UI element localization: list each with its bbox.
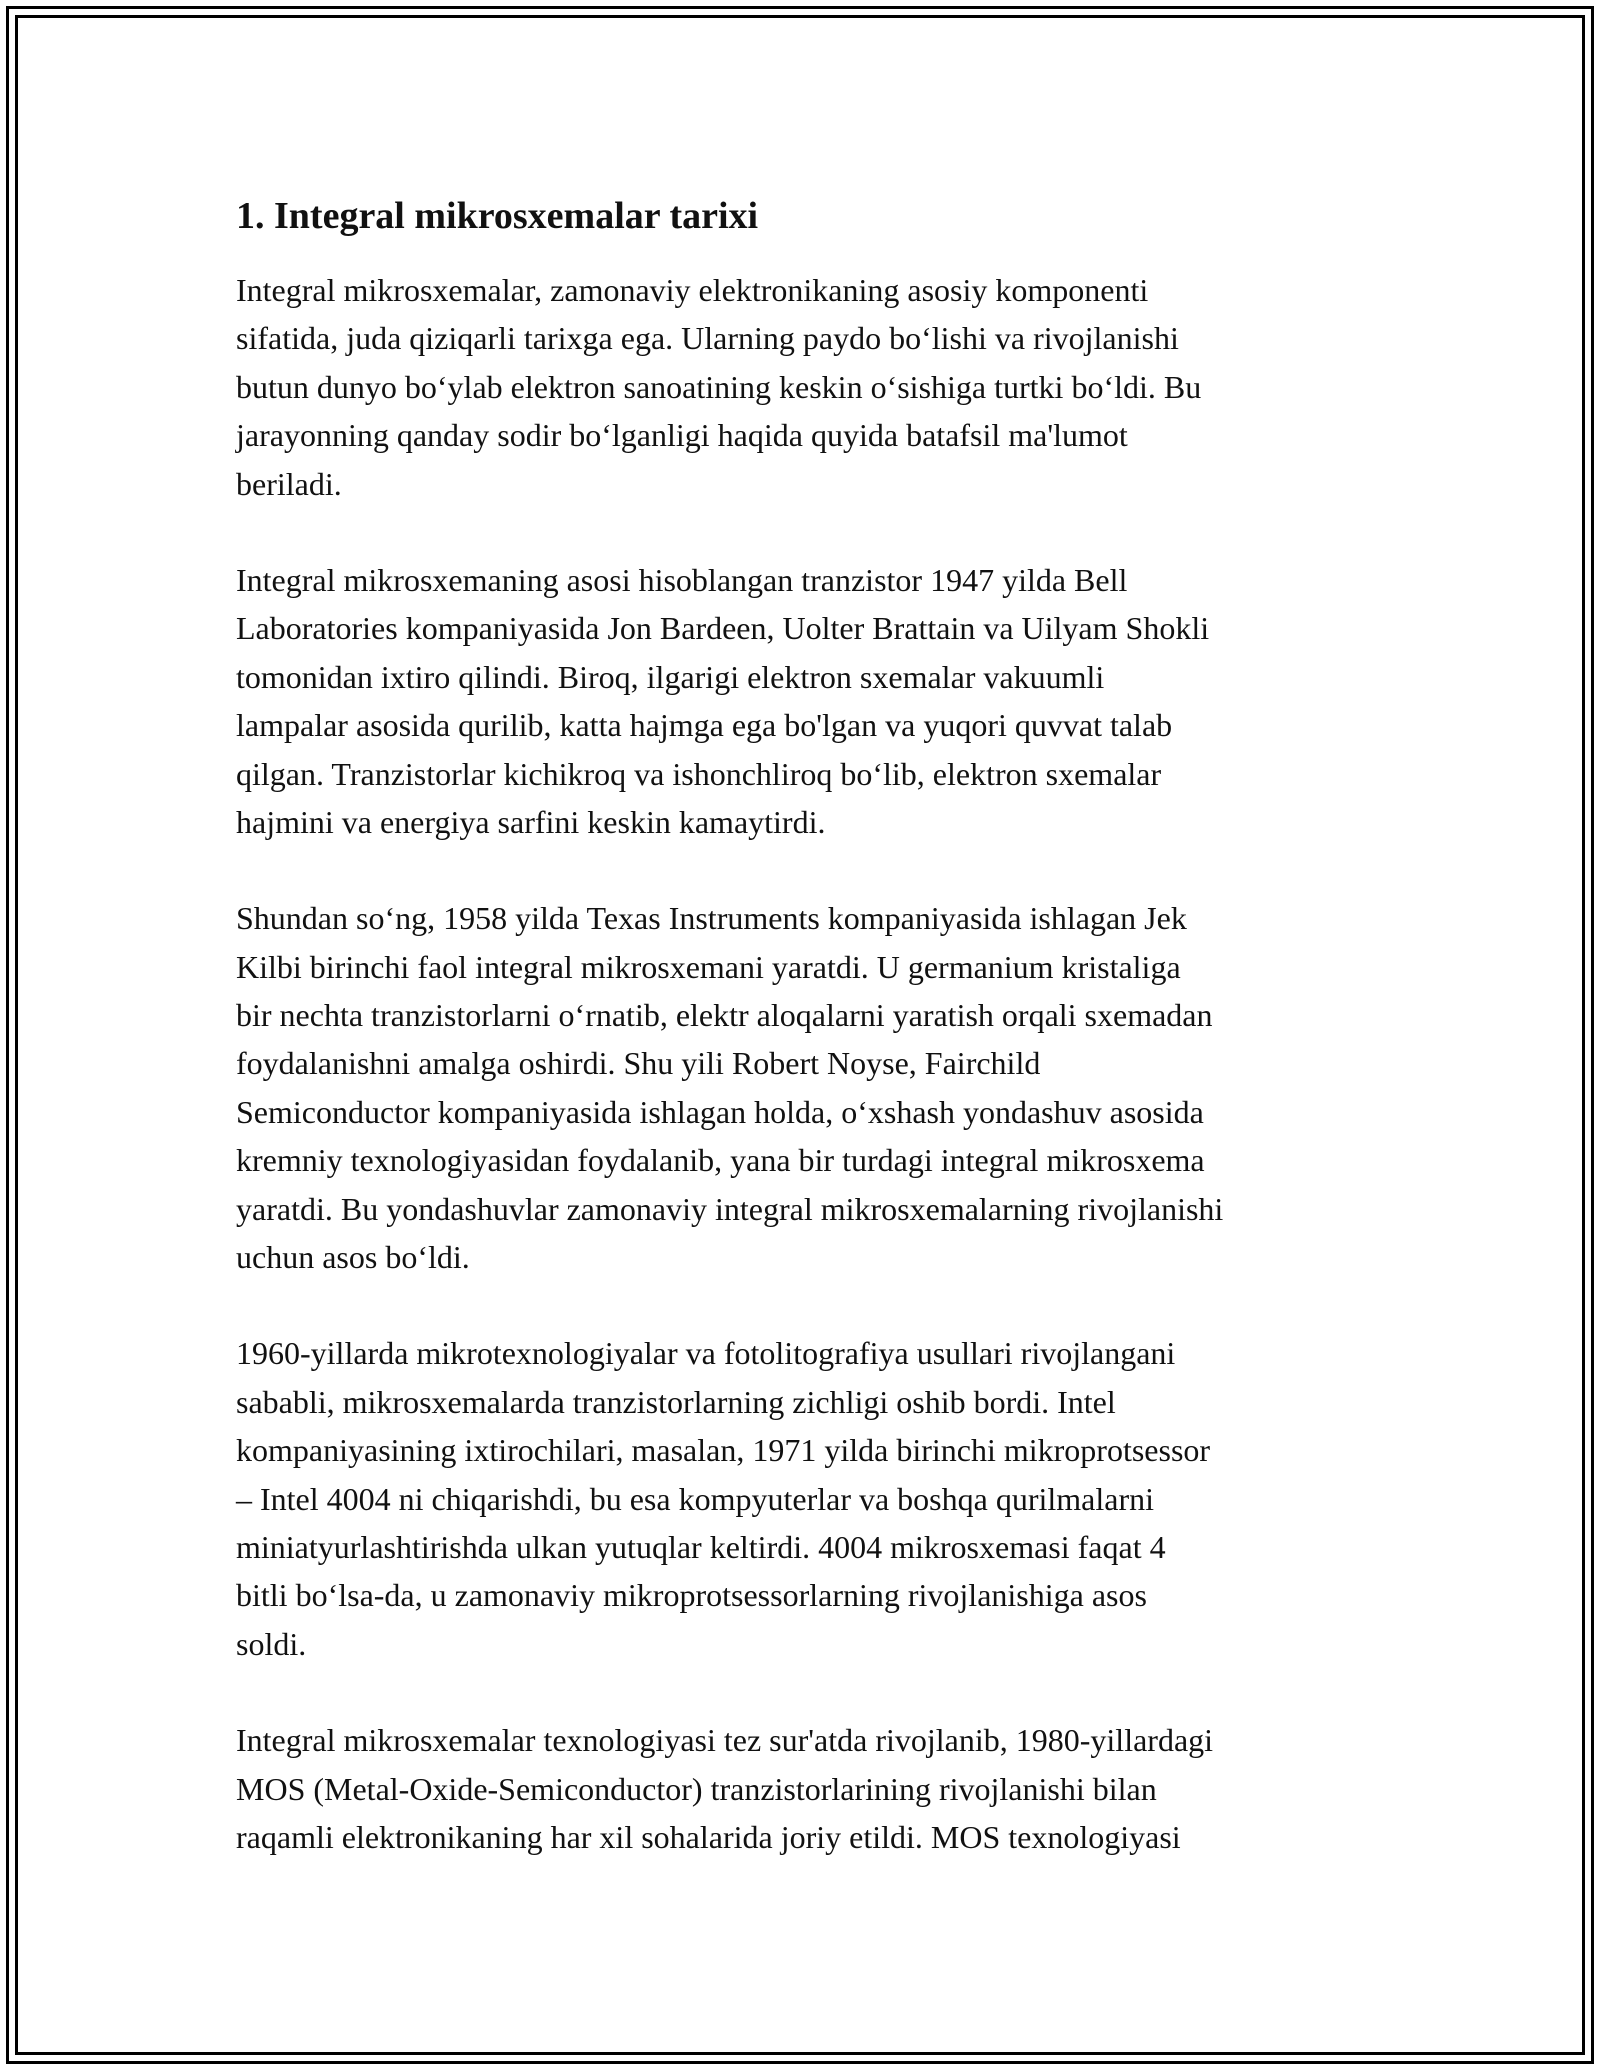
text-line: miniatyurlashtirishda ulkan yutuqlar keltirdi. 4004 mikrosxemasi faqat 4 — [236, 1528, 1166, 1565]
text-line: jarayonning qanday sodir boʻlganligi haqida quyida batafsil ma'lumot — [236, 417, 1128, 454]
text-line: – Intel 4004 ni chiqarishdi, bu esa kompyuterlar va boshqa qurilmalarni — [236, 1480, 1154, 1517]
section-heading: 1. Integral mikrosxemalar tarixi — [236, 195, 759, 237]
text-line: Kilbi birinchi faol integral mikrosxemani yaratdi. U germanium kristaliga — [236, 948, 1181, 985]
text-line: Laboratories kompaniyasida Jon Bardeen, Uolter Brattain va Uilyam Shokli — [236, 610, 1210, 647]
text-line: yaratdi. Bu yondashuvlar zamonaviy integral mikrosxemalarning rivojlanishi — [236, 1190, 1224, 1227]
text-line: sifatida, juda qiziqarli tarixga ega. Ularning paydo boʻlishi va rivojlanishi — [236, 320, 1179, 357]
text-line: kremniy texnologiyasidan foydalanib, yana bir turdagi integral mikrosxema — [236, 1142, 1205, 1179]
text-line: butun dunyo boʻylab elektron sanoatining keskin oʻsishiga turtki boʻldi. Bu — [236, 368, 1202, 405]
text-line: qilgan. Tranzistorlar kichikroq va ishonchliroq boʻlib, elektron sxemalar — [236, 755, 1162, 792]
text-line: kompaniyasining ixtirochilari, masalan, 1971 yilda birinchi mikroprotsessor — [236, 1432, 1211, 1469]
text-line: bir nechta tranzistorlarni oʻrnatib, elektr aloqalarni yaratish orqali sxemadan — [236, 997, 1213, 1034]
text-line: beriladi. — [236, 465, 342, 502]
text-line: MOS (Metal-Oxide-Semiconductor) tranzistorlarining rivojlanishi bilan — [236, 1770, 1157, 1807]
paragraph-3 — [236, 894, 1376, 1281]
text-line: Integral mikrosxemalar, zamonaviy elektronikaning asosiy komponenti — [236, 272, 1149, 308]
text-line: tomonidan ixtiro qilindi. Biroq, ilgarigi elektron sxemalar vakuumli — [236, 658, 1105, 695]
paragraph-1 — [236, 266, 1376, 508]
document-body — [236, 188, 1376, 1861]
text-line: soldi. — [236, 1625, 307, 1662]
text-line: bitli boʻlsa-da, u zamonaviy mikroprotsessorlarning rivojlanishiga asos — [236, 1577, 1147, 1614]
text-line: hajmini va energiya sarfini keskin kamaytirdi. — [236, 803, 826, 840]
text-line: sababli, mikrosxemalarda tranzistorlarning zichligi oshib bordi. Intel — [236, 1383, 1116, 1420]
paragraph-2 — [236, 556, 1376, 846]
text-line: raqamli elektronikaning har xil sohalarida joriy etildi. MOS texnologiyasi — [236, 1818, 1181, 1855]
text-line: foydalanishni amalga oshirdi. Shu yili Robert Noyse, Fairchild — [236, 1045, 1041, 1082]
text-line: Semiconductor kompaniyasida ishlagan holda, oʻxshash yondashuv asosida — [236, 1093, 1204, 1130]
text-line: Integral mikrosxemaning asosi hisoblangan tranzistor 1947 yilda Bell — [236, 561, 1128, 598]
text-line: 1960-yillarda mikrotexnologiyalar va fotolitografiya usullari rivojlangani — [236, 1335, 1176, 1372]
text-line: Integral mikrosxemalar texnologiyasi tez sur'atda rivojlanib, 1980-yillardagi — [236, 1722, 1214, 1759]
paragraph-4 — [236, 1329, 1376, 1668]
text-line: uchun asos boʻldi. — [236, 1239, 470, 1276]
text-line: Shundan soʻng, 1958 yilda Texas Instruments kompaniyasida ishlagan Jek — [236, 900, 1187, 937]
text-line: lampalar asosida qurilib, katta hajmga ega bo'lgan va yuqori quvvat talab — [236, 707, 1173, 744]
paragraph-5 — [236, 1716, 1376, 1861]
